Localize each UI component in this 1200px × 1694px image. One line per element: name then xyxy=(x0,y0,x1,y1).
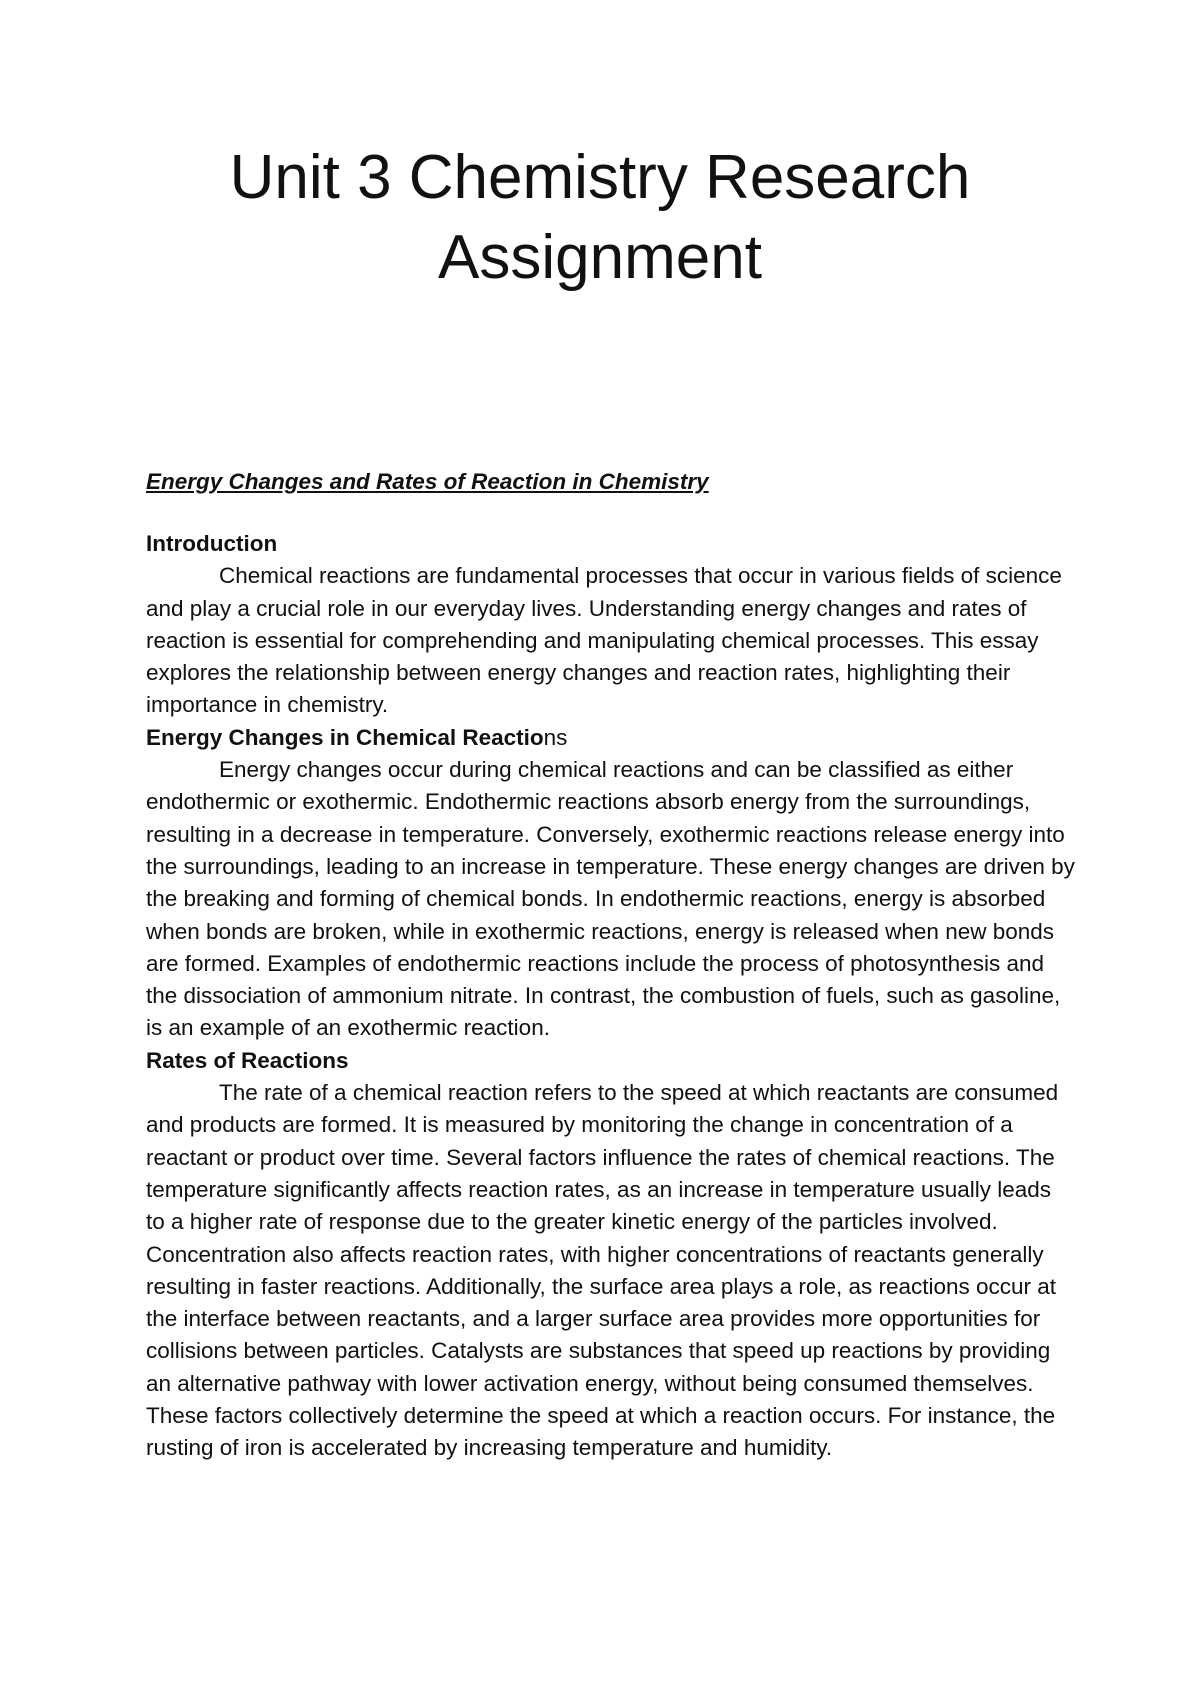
section-rates-of-reactions xyxy=(146,1045,1076,1465)
section-energy-changes xyxy=(146,722,1076,1045)
section-paragraph: The rate of a chemical reaction refers to the speed at which reactants are consumed and products are formed. It is measured by monitoring the change in concentration of a reactant or product over time. Several factors influence the rates of chemical reactions. The temperature significantly affects reaction rates, as an increase in temperature usually leads to a higher rate of response due to the greater kinetic energy of the particles involved. Concentration also affects reaction rates, with higher concentrations of reactants generally resulting in faster reactions. Additionally, the surface area plays a role, as reactions occur at the interface between reactants, and a larger surface area provides more opportunities for collisions between particles. Catalysts are substances that speed up reactions by providing an alternative pathway with lower activation energy, without being consumed themselves. These factors collectively determine the speed at which a reaction occurs. For instance, the rusting of iron is accelerated by increasing temperature and humidity. xyxy=(146,1080,1059,1461)
section-paragraph: Energy changes occur during chemical reactions and can be classified as either endothermic or exothermic. Endothermic reactions absorb energy from the surroundings, resulting in a decrease in temperature. Conversely, exothermic reactions release energy into the surroundings, leading to an increase in temperature. These energy changes are driven by the breaking and forming of chemical bonds. In endothermic reactions, energy is absorbed when bonds are broken, while in exothermic reactions, energy is released when new bonds are formed. Examples of endothermic reactions include the process of photosynthesis and the dissociation of ammonium nitrate. In contrast, the combustion of fuels, such as gasoline, is an example of an exothermic reaction. xyxy=(146,757,1075,1041)
section-heading xyxy=(146,722,1076,754)
section-introduction xyxy=(146,528,1076,722)
section-heading-text: Energy Changes in Chemical Reactio xyxy=(146,724,544,750)
document-body xyxy=(146,466,1076,1465)
document-title xyxy=(0,138,1200,298)
section-heading-tail: ns xyxy=(543,724,568,750)
document-title-line-2: Assignment xyxy=(438,223,762,292)
section-heading xyxy=(146,1045,1076,1077)
document-subtitle: Energy Changes and Rates of Reaction in Chemistry xyxy=(146,469,709,494)
document-title-line-1: Unit 3 Chemistry Research xyxy=(229,143,971,212)
section-heading-text: Introduction xyxy=(146,531,278,556)
section-heading xyxy=(146,528,1076,560)
section-paragraph: Chemical reactions are fundamental processes that occur in various fields of science and play a crucial role in our everyday lives. Understanding energy changes and rates of reaction is essential for comprehending and manipulating chemical processes. This essay explores the relationship between energy changes and reaction rates, highlighting their importance in chemistry. xyxy=(146,563,1062,718)
section-heading-text: Rates of Reactions xyxy=(146,1047,349,1073)
